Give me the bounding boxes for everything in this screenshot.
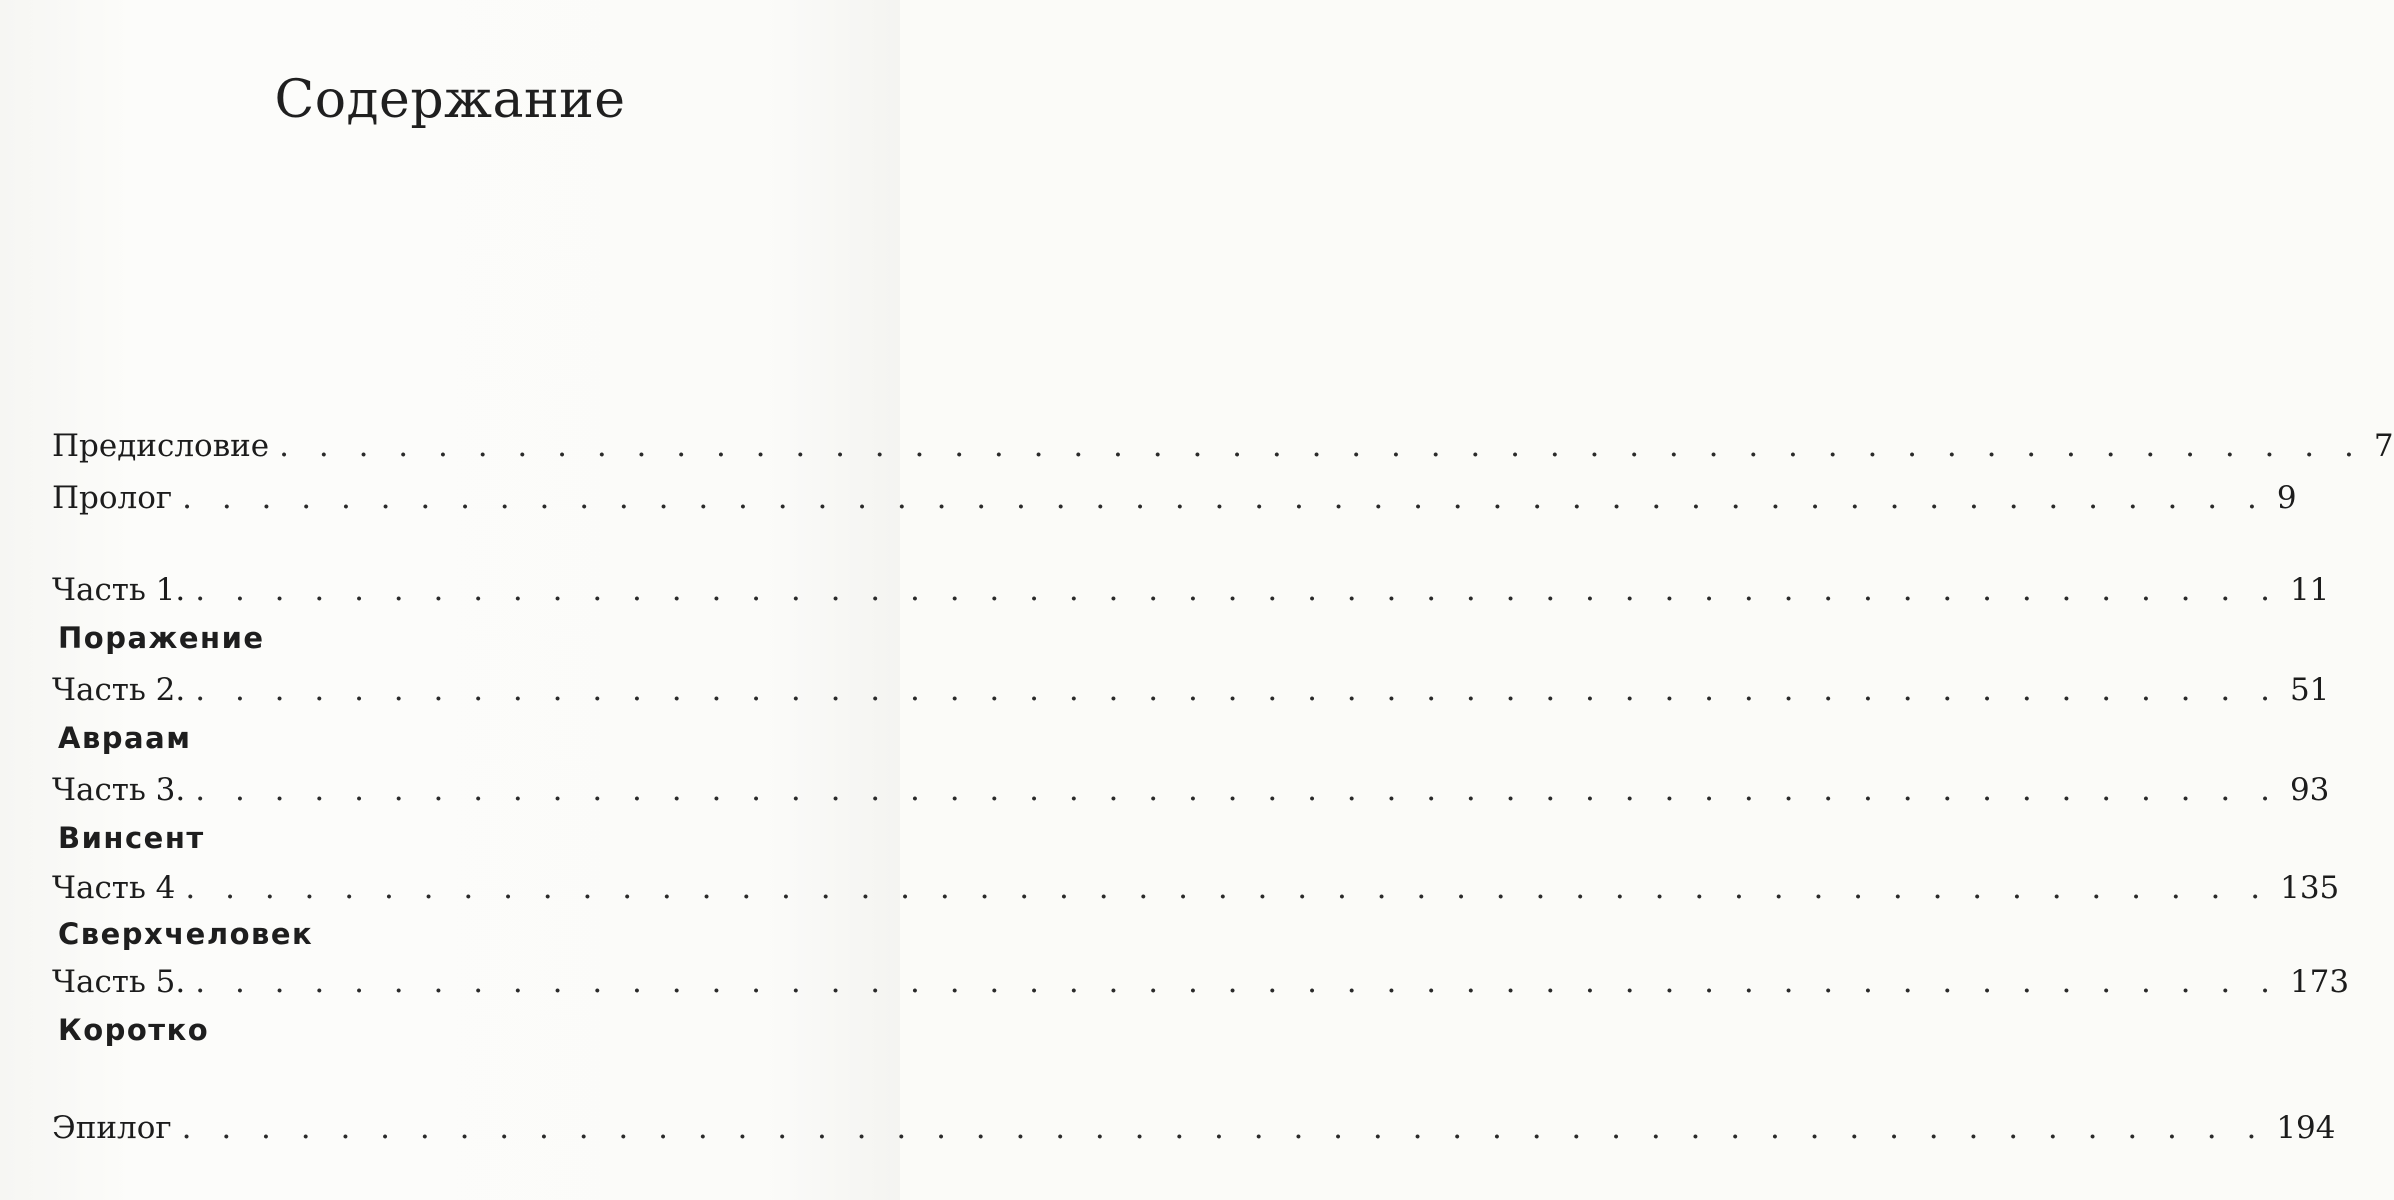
dot-leader: . . . . . . . . . . . . . . . . . . . . . . . . . . . . . . . . . . . . . . . . . . . . . . . . . . . . .: [182, 480, 2267, 516]
dot-leader: . . . . . . . . . . . . . . . . . . . . . . . . . . . . . . . . . . . . . . . . . . . . . . . . . . . . .: [195, 672, 2280, 708]
toc-entry-page: 93: [2289, 772, 2330, 808]
toc-entry-page: 194: [2276, 1110, 2336, 1146]
toc-entry-label: Часть 4: [52, 870, 176, 906]
toc-entry-epilogue: [52, 1106, 2336, 1150]
toc-entry-page: 135: [2280, 870, 2340, 906]
toc-part-subtitle: Винсент: [58, 821, 205, 855]
toc-entry-label: Часть 5.: [52, 964, 186, 1000]
toc-entry-part-1: [52, 568, 2330, 612]
dot-leader: . . . . . . . . . . . . . . . . . . . . . . . . . . . . . . . . . . . . . . . . . . . . . . . . . . . . .: [195, 964, 2280, 1000]
toc-entry-label: Часть 2.: [52, 672, 186, 708]
dot-leader: . . . . . . . . . . . . . . . . . . . . . . . . . . . . . . . . . . . . . . . . . . . . . . . . . . . . .: [185, 870, 2271, 906]
toc-entry-label: Эпилог: [52, 1110, 172, 1146]
toc-entry-label: Предисловие: [52, 428, 270, 464]
toc-entry-part-5: [52, 960, 2350, 1004]
toc-part-subtitle: Коротко: [58, 1013, 210, 1047]
toc-entry-page: 51: [2289, 672, 2330, 708]
toc-entry-page: 11: [2289, 572, 2330, 608]
toc-part-subtitle: Авраам: [58, 721, 192, 755]
toc-entry-page: 7: [2373, 428, 2394, 464]
dot-leader: . . . . . . . . . . . . . . . . . . . . . . . . . . . . . . . . . . . . . . . . . . . . . . . . . . . . .: [195, 772, 2280, 808]
toc-entry-part-4: [52, 866, 2340, 910]
dot-leader: . . . . . . . . . . . . . . . . . . . . . . . . . . . . . . . . . . . . . . . . . . . . . . . . . . . . .: [195, 572, 2280, 608]
toc-entry-label: Пролог: [52, 480, 173, 516]
toc-entry-part-2: [52, 668, 2330, 712]
toc-entry-part-3: [52, 768, 2330, 812]
toc-part-subtitle: Поражение: [58, 621, 265, 655]
toc-entry-prologue: [52, 476, 2297, 520]
toc-entry-label: Часть 3.: [52, 772, 186, 808]
dot-leader: . . . . . . . . . . . . . . . . . . . . . . . . . . . . . . . . . . . . . . . . . . . . . . . . . . . . .: [279, 428, 2364, 464]
toc-part-subtitle: Сверхчеловек: [58, 917, 314, 951]
page-title: Содержание: [274, 70, 626, 130]
dot-leader: . . . . . . . . . . . . . . . . . . . . . . . . . . . . . . . . . . . . . . . . . . . . . . . . . . . . .: [181, 1110, 2267, 1146]
toc-entry-label: Часть 1.: [52, 572, 186, 608]
toc-entry-page: 173: [2289, 964, 2350, 1000]
toc-entry-preface: [52, 424, 2394, 468]
toc-entry-page: 9: [2276, 480, 2297, 516]
